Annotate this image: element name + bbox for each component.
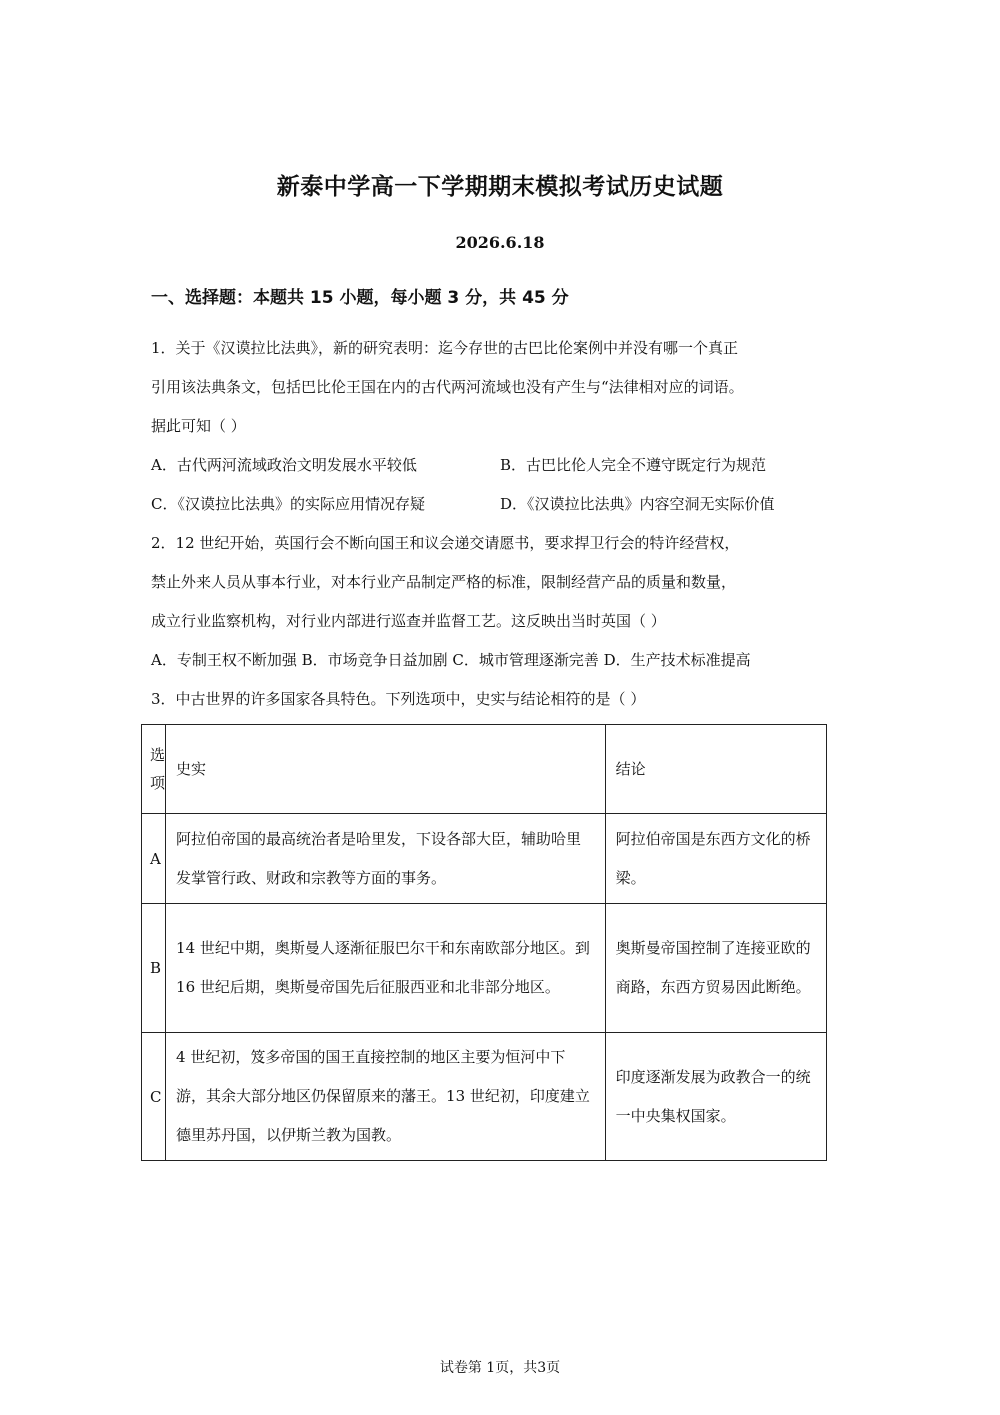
- q2-stem-line-3: 成立行业监察机构，对行业内部进行巡查并监督工艺。这反映出当时英国（ ）: [151, 612, 666, 630]
- q1-stem-line-2: 引用该法典条文，包括巴比伦王国在内的古代两河流域也没有产生与“法律相对应的词语。: [151, 378, 744, 396]
- table-row: [142, 1033, 827, 1161]
- row-fact: 阿拉伯帝国的最高统治者是哈里发，下设各部大臣，辅助哈里发掌管行政、财政和宗教等方面的事务。: [166, 814, 606, 904]
- table-header-row: [142, 725, 827, 814]
- header-option: 选项: [142, 725, 166, 814]
- page-title: 新泰中学高一下学期期末模拟考试历史试题: [276, 174, 724, 200]
- header-conclusion: 结论: [605, 725, 826, 814]
- q1-option-b: B．古巴比伦人完全不遵守既定行为规范: [500, 456, 767, 474]
- table-row: [142, 904, 827, 1033]
- q3-stem: 3．中古世界的许多国家各具特色。下列选项中，史实与结论相符的是（ ）: [151, 690, 646, 708]
- row-option: C: [142, 1033, 166, 1161]
- q1-stem-line-1: 1．关于《汉谟拉比法典》，新的研究表明：迄今存世的古巴比伦案例中并没有哪一个真正: [151, 339, 739, 357]
- row-conclusion: 印度逐渐发展为政教合一的统一中央集权国家。: [605, 1033, 826, 1161]
- row-fact: 14 世纪中期，奥斯曼人逐渐征服巴尔干和东南欧部分地区。到 16 世纪后期，奥斯曼帝国先后征服西亚和北非部分地区。: [166, 904, 606, 1033]
- row-fact: 4 世纪初，笈多帝国的国王直接控制的地区主要为恒河中下游，其余大部分地区仍保留原来的藩王。13 世纪初，印度建立德里苏丹国，以伊斯兰教为国教。: [166, 1033, 606, 1161]
- row-conclusion: 奥斯曼帝国控制了连接亚欧的商路，东西方贸易因此断绝。: [605, 904, 826, 1033]
- row-option: B: [142, 904, 166, 1033]
- row-option: A: [142, 814, 166, 904]
- q2-options: A．专制王权不断加强 B．市场竞争日益加剧 C．城市管理逐渐完善 D．生产技术标准提高: [151, 651, 751, 669]
- q1-option-a: A．古代两河流域政治文明发展水平较低: [151, 456, 417, 474]
- table-row: [142, 814, 827, 904]
- q1-option-d: D．《汉谟拉比法典》内容空洞无实际价值: [500, 495, 775, 513]
- row-conclusion: 阿拉伯帝国是东西方文化的桥梁。: [605, 814, 826, 904]
- exam-date: 2026.6.18: [455, 233, 545, 252]
- section-heading: 一、选择题：本题共 15 小题，每小题 3 分，共 45 分: [151, 288, 569, 308]
- q1-option-c: C．《汉谟拉比法典》的实际应用情况存疑: [151, 495, 425, 513]
- q2-stem-line-1: 2．12 世纪开始，英国行会不断向国王和议会递交请愿书，要求捍卫行会的特许经营权，: [151, 534, 740, 552]
- page-footer: 试卷第 1页，共3页: [439, 1360, 561, 1376]
- q1-stem-line-3: 据此可知（ ）: [151, 417, 246, 435]
- q2-stem-line-2: 禁止外来人员从事本行业，对本行业产品制定严格的标准，限制经营产品的质量和数量，: [151, 573, 737, 591]
- header-fact: 史实: [166, 725, 606, 814]
- q3-table: [141, 724, 827, 1161]
